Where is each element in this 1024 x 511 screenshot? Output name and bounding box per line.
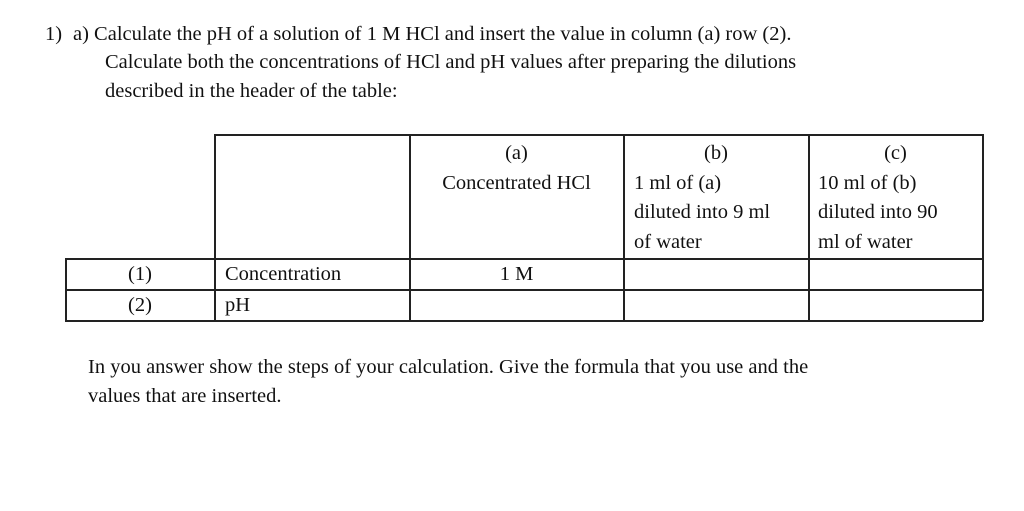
instructions-line-2: values that are inserted. xyxy=(88,385,282,407)
row-1-label: Concentration xyxy=(225,263,342,285)
row-2-number: (2) xyxy=(128,294,152,316)
col-c-letter: (c) xyxy=(884,142,907,164)
row-1-number: (1) xyxy=(128,263,152,285)
row-2-label: pH xyxy=(225,294,251,316)
col-c-desc-line-2: diluted into 90 xyxy=(818,201,938,223)
table-border-label-left xyxy=(214,134,216,321)
col-b-desc-line-2: diluted into 9 ml xyxy=(634,201,771,223)
col-c-desc-line-3: ml of water xyxy=(818,231,913,253)
question-text-line-2: Calculate both the concentrations of HCl and pH values after preparing the dilutions xyxy=(105,51,797,73)
col-a-desc: Concentrated HCl xyxy=(442,172,591,194)
col-b-desc-line-1: 1 ml of (a) xyxy=(634,172,722,194)
row-1-col-a-value: 1 M xyxy=(499,263,534,285)
table-border-top xyxy=(214,134,983,136)
question-text-line-3: described in the header of the table: xyxy=(105,80,398,102)
question-text-line-1: a) Calculate the pH of a solution of 1 M HCl and insert the value in column (a) row (2). xyxy=(73,23,792,45)
table-border-right xyxy=(982,134,984,321)
col-b-desc-line-3: of water xyxy=(634,231,702,253)
question-number: 1) xyxy=(45,23,63,45)
col-c-desc-line-1: 10 ml of (b) xyxy=(818,172,917,194)
table-border-bottom xyxy=(65,320,983,322)
col-a-letter: (a) xyxy=(505,142,528,164)
col-b-letter: (b) xyxy=(704,142,728,164)
instructions-line-1: In you answer show the steps of your calculation. Give the formula that you use and the xyxy=(88,356,809,378)
